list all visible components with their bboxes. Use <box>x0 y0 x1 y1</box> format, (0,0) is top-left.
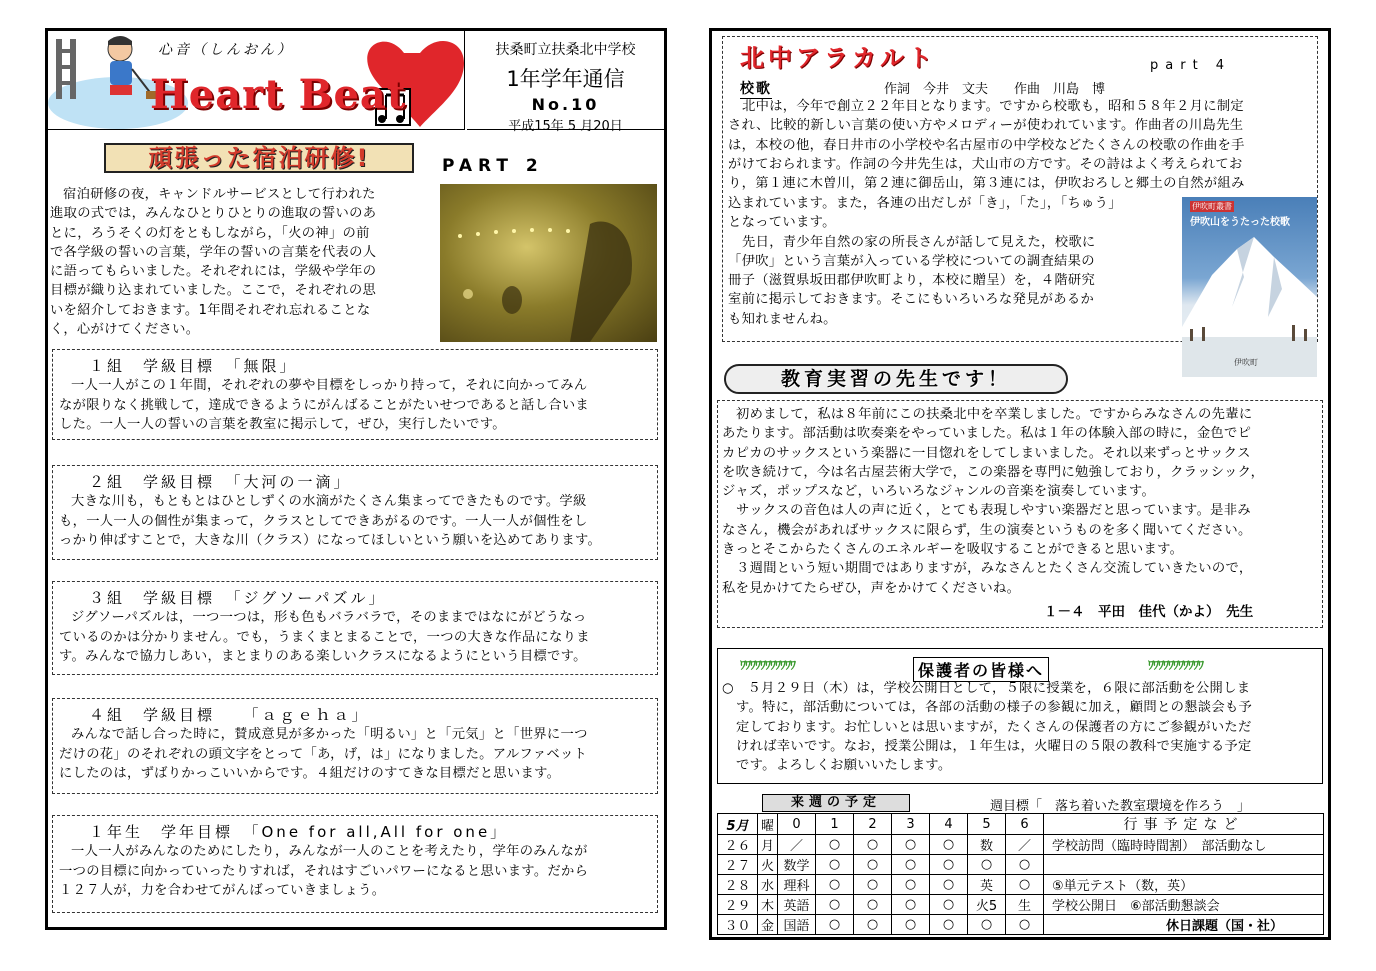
schedule-header-cell: 2 <box>854 814 892 835</box>
kouka-label: 校歌 <box>740 78 772 99</box>
schedule-event: 学校訪問（臨時時間割） 部活動なし <box>1044 835 1324 855</box>
masthead-info <box>467 31 664 134</box>
alacarte-body-full <box>728 97 1318 193</box>
class-goal-title: ２組 学級目標 「大河の一滴」 <box>89 473 352 491</box>
class-goal-box-1 <box>52 349 658 440</box>
schedule-cell: ○ <box>854 915 892 935</box>
article1-line: 宿泊研修の夜，キャンドルサービスとして行われた <box>63 187 376 202</box>
grade-goal-line: 一つの目標に向かっていったりすれば，それはすごいパワーになると思います。だから <box>59 863 589 879</box>
schedule-event <box>1044 855 1324 875</box>
schedule-cell: ○ <box>816 835 854 855</box>
candle-photo <box>440 184 657 342</box>
article1-line: で各学級の誓いの言葉，学年の誓いの言葉を代表の人 <box>50 244 377 260</box>
alacarte-line: がけておられます。作詞の今井先生は，犬山市の方です。その詩はよく考えられてお <box>728 156 1243 172</box>
article1-line: とに，ろうそくの灯をともしながら，「火の神」の前 <box>50 225 370 241</box>
article1-line: 進取の式では，みんなひとりひとりの進取の誓いのあ <box>50 206 377 222</box>
schedule-row <box>718 835 1324 855</box>
issue-date: 平成15年 5 月20日 <box>508 119 623 134</box>
teacher-heading: 教育実習の先生です！ <box>724 364 1068 394</box>
schedule-cell: ○ <box>854 895 892 915</box>
newsletter-name: 1年学年通信 <box>506 67 625 91</box>
parents-line: す。特に，部活動については，各部の活動の様子の参観に加え，顧問との懇談会も予 <box>736 700 1253 716</box>
alacarte-line: 込まれています。また，各連の出だしが「き」，「た」，「ちゅう」 <box>728 196 1122 211</box>
alacarte-line: り，第１連に木曽川，第２連に御岳山，第３連には，伊吹おろしと郷土の自然が組み <box>728 176 1245 192</box>
schedule-cell: ○ <box>816 875 854 895</box>
schedule-header-cell: 5月 <box>718 814 758 835</box>
schedule-table <box>717 813 1324 935</box>
schedule-cell: ３０ <box>718 915 758 935</box>
weekly-goal: 週目標「 落ち着いた教室環境を作ろう 」 <box>990 799 1251 814</box>
schedule-cell: ○ <box>1006 855 1044 875</box>
schedule-cell: 数学 <box>778 855 816 875</box>
schedule-header-cell: 0 <box>778 814 816 835</box>
masthead-logo <box>48 31 465 130</box>
schedule-cell: ○ <box>892 915 930 935</box>
schedule-cell: ／ <box>778 835 816 855</box>
schedule-cell: ○ <box>1006 915 1044 935</box>
teacher-line: 私を見かけてたらぜひ，声をかけてくださいね。 <box>722 580 1021 596</box>
class-goal-title: ３組 学級目標 「ジグソーパズル」 <box>89 589 387 607</box>
schedule-cell: 英語 <box>778 895 816 915</box>
article1-line: に語ってもらいました。それぞれには，学級や学年の <box>50 264 377 280</box>
parents-body <box>722 679 1322 775</box>
article1-line: いを紹介しておきます。1年間それぞれ忘れることな <box>50 302 371 318</box>
schedule-cell: 木 <box>758 895 778 915</box>
schedule-cell: ○ <box>892 895 930 915</box>
schedule-cell: ○ <box>930 915 968 935</box>
alacarte-line: は，本校の他，春日井市の小学校や名古屋市の中学校などたくさんの校歌の作曲を手 <box>728 137 1245 153</box>
parents-line: ければ幸いです。なお，授業公開は，１年生は，火曜日の５限の教科で実施する予定 <box>736 738 1252 754</box>
parents-leaf-left: ﾜﾜﾜﾜﾜﾜﾜﾜﾜﾜﾜ <box>740 658 796 672</box>
class-goal-line: す。みんなで協力しあい，まとまりのある楽しいクラスになるようにという目標です。 <box>59 648 587 664</box>
schedule-cell: ○ <box>854 835 892 855</box>
schedule-cell: 水 <box>758 875 778 895</box>
schedule-header-cell: 曜 <box>758 814 778 835</box>
issue-number: No.10 <box>531 95 600 114</box>
schedule-event: 学校公開日 ⑥部活動懇談会 <box>1044 895 1324 915</box>
schedule-cell: 理科 <box>778 875 816 895</box>
class-goal-line: 一人一人がこの１年間，それぞれの夢や目標をしっかり持って，それに向かってみん <box>71 378 588 394</box>
schedule-cell: 火 <box>758 855 778 875</box>
class-goal-line: だけの花」のそれぞれの頭文字をとって「あ，げ，は」になりました。アルファベット <box>59 746 588 762</box>
article1-part: PART 2 <box>442 156 544 176</box>
article1-heading: 頑張った宿泊研修! <box>104 143 414 173</box>
alacarte-line: され、比較的新しい言葉の使い方やメロディーが使われています。作曲者の川島先生 <box>728 118 1244 134</box>
schedule-cell: ○ <box>968 915 1006 935</box>
schedule-header-cell: 5 <box>968 814 1006 835</box>
schedule-header-row <box>718 814 1324 835</box>
class-goal-line: にしたのは，ずばりかっこいいからです。４組だけのすてきな目標だと思います。 <box>59 765 561 781</box>
schedule-row <box>718 915 1324 935</box>
school-name: 扶桑町立扶桑北中学校 <box>495 42 636 58</box>
schedule-cell: ○ <box>854 855 892 875</box>
class-goal-box-2 <box>52 465 658 560</box>
teacher-line: あたります。部活動は吹奏楽をやっていました。私は１年の体験入部の時に，金色でピ <box>722 426 1252 442</box>
schedule-header-cell: 6 <box>1006 814 1044 835</box>
class-goal-line: っかり伸ばすことで，大きな川（クラス）になってほしいという願いを込めてあります。 <box>59 532 602 548</box>
schedule-cell: ／ <box>1006 835 1044 855</box>
schedule-cell: ○ <box>892 875 930 895</box>
schedule-row <box>718 895 1324 915</box>
alacarte-line: 先日，青少年自然の家の所長さんが話して見えた，校歌に <box>742 234 1096 250</box>
schedule-event: 休日課題（国・社） <box>1044 915 1324 935</box>
grade-goal-line: １２７人が，力を合わせてがんばっていきましょう。 <box>59 882 386 898</box>
teacher-line: きっとそこからたくさんのエネルギーを吸収することができると思います。 <box>722 542 1184 558</box>
schedule-cell: ○ <box>892 835 930 855</box>
teacher-line: なさん，機会があればサックスに限らず，生の演奏というものを多く聞いてください。 <box>722 522 1252 538</box>
article1-body <box>50 185 440 339</box>
parents-leaf-right: ﾜﾜﾜﾜﾜﾜﾜﾜﾜﾜﾜ <box>1148 658 1204 672</box>
teacher-line: サックスの音色は人の声に近く，とても表現しやすい楽器だと思っています。是非み <box>736 503 1251 519</box>
schedule-cell: ○ <box>930 895 968 915</box>
teacher-line: ジャズ，ポップスなど，いろいろなジャンルの音楽を演奏しています。 <box>722 484 1156 500</box>
grade-goal-line: 一人一人がみんなのためにしたり，みんなが一人のことを考えたり，学年のみんなが <box>71 844 588 860</box>
schedule-cell: ○ <box>968 855 1006 875</box>
alacarte-line: 室前に掲示しておきます。そこにもいろいろな発見があるか <box>728 292 1095 308</box>
masthead-title: Heart Beat <box>150 71 407 118</box>
schedule-cell: 月 <box>758 835 778 855</box>
book-title: 伊吹山をうたった校歌 <box>1190 217 1290 228</box>
schedule-heading: 来週の予定 <box>762 794 910 812</box>
class-goal-title: １組 学級目標 「無限」 <box>89 357 298 375</box>
alacarte-line: となっています。 <box>728 215 836 231</box>
schedule-cell: 生 <box>1006 895 1044 915</box>
schedule-cell: 英 <box>968 875 1006 895</box>
schedule-cell: ○ <box>816 915 854 935</box>
alacarte-line: 「伊吹」という言葉が入っている学校についての調査結果の <box>728 253 1095 269</box>
schedule-cell: ２８ <box>718 875 758 895</box>
teacher-line: を吹き続けて，今は名古屋芸術大学で，この楽器を専門に勉強しており，クラッシック， <box>722 464 1265 480</box>
alacarte-part: part 4 <box>1150 58 1232 73</box>
schedule-cell: 金 <box>758 915 778 935</box>
schedule-cell: ○ <box>816 855 854 875</box>
alacarte-body-narrow <box>728 194 1178 329</box>
class-goal-line: ジグソーパズルは，一つ一つは，形も色もバラバラで，そのままではなにがどうなっ <box>71 610 587 626</box>
book-cover-image <box>1182 197 1317 377</box>
class-goal-line: 大きな川も，もともとはひとしずくの水滴がたくさん集まってできたものです。学級 <box>71 494 587 510</box>
schedule-cell: ２７ <box>718 855 758 875</box>
parents-heading: 保護者の皆様へ <box>913 657 1049 682</box>
class-goal-line: ているのかは分かりません。でも，うまくまとまることで，一つの大きな作品になりま <box>59 629 590 645</box>
class-goal-line: した。一人一人の誓いの言葉を教室に掲示して，ぜひ，実行したいです。 <box>59 416 506 432</box>
schedule-table-wrap <box>717 813 1324 935</box>
teacher-line: ３週間という短い期間ではありますが，みなさんとたくさん交流していきたいので， <box>736 561 1253 577</box>
teacher-body <box>722 405 1322 598</box>
class-goal-line: みんなで話し合った時に，賛成意見が多かった「明るい」と「元気」と「世界に一つ <box>71 727 588 743</box>
kouka-credits: 作詞 今井 文夫 作曲 川島 博 <box>884 82 1106 97</box>
schedule-cell: 国語 <box>778 915 816 935</box>
article1-line: 目標が織り込まれていました。ここで，それぞれの思 <box>50 283 377 299</box>
class-goal-line: なが限りなく挑戦して，達成できるようにがんばることがたいせつであると話し合いま <box>59 397 590 413</box>
grade-goal-title: １年生 学年目標 「One for all,All for one」 <box>89 823 509 841</box>
book-series: 伊吹町叢書 <box>1192 202 1232 211</box>
schedule-cell: ○ <box>1006 875 1044 895</box>
schedule-header-cell: 4 <box>930 814 968 835</box>
schedule-cell: ○ <box>930 855 968 875</box>
schedule-cell: 数 <box>968 835 1006 855</box>
alacarte-line: も知れませんね。 <box>728 311 837 327</box>
book-author: 伊吹町 <box>1234 358 1258 367</box>
schedule-cell: ○ <box>892 855 930 875</box>
schedule-cell: ○ <box>816 895 854 915</box>
schedule-header-cell: 行事予定など <box>1044 814 1324 835</box>
grade-goal-box <box>52 815 658 913</box>
class-goal-box-4 <box>52 698 658 794</box>
schedule-event: ⑤単元テスト（数，英） <box>1044 875 1324 895</box>
alacarte-heading: 北中アラカルト <box>740 44 936 72</box>
schedule-cell: ○ <box>930 835 968 855</box>
teacher-line: 初めまして，私は８年前にこの扶桑北中を卒業しました。ですからみなさんの先輩に <box>736 407 1253 422</box>
schedule-cell: 火5 <box>968 895 1006 915</box>
article1-line: く，心がけてください。 <box>50 322 200 338</box>
class-goal-box-3 <box>52 581 658 675</box>
schedule-row <box>718 875 1324 895</box>
schedule-cell: ○ <box>930 875 968 895</box>
schedule-row <box>718 855 1324 875</box>
teacher-line: カピカのサックスという楽器に一目惚れをしてしまいました。それ以来ずっとサックス <box>722 445 1251 461</box>
masthead-kana: 心音（しんおん） <box>158 42 294 58</box>
alacarte-line: 冊子（滋賀県坂田郡伊吹町より，本校に贈呈）を，４階研究 <box>728 273 1096 289</box>
class-goal-line: も，一人一人の個性が集まって，クラスとしてできあがるのです。一人一人が個性をし <box>59 513 588 529</box>
parents-line: 定しております。お忙しいとは思いますが，たくさんの保護者の方にご参観がいただ <box>736 719 1252 735</box>
schedule-cell: ○ <box>854 875 892 895</box>
teacher-signature: １－４ 平田 佳代（かよ） 先生 <box>1044 604 1254 620</box>
schedule-header-cell: 3 <box>892 814 930 835</box>
schedule-header-cell: 1 <box>816 814 854 835</box>
schedule-cell: ２９ <box>718 895 758 915</box>
parents-line: ○ ５月２９日（木）は，学校公開日として，５限に授業を，６限に部活動を公開しま <box>722 681 1251 696</box>
class-goal-title: ４組 学級目標 「ａｇｅｈａ」 <box>89 706 370 724</box>
schedule-cell: ２６ <box>718 835 758 855</box>
alacarte-line: 北中は，今年で創立２２年目となります。ですから校歌も，昭和５８年２月に制定 <box>742 99 1245 114</box>
parents-line: です。よろしくお願いいたします。 <box>736 758 952 774</box>
